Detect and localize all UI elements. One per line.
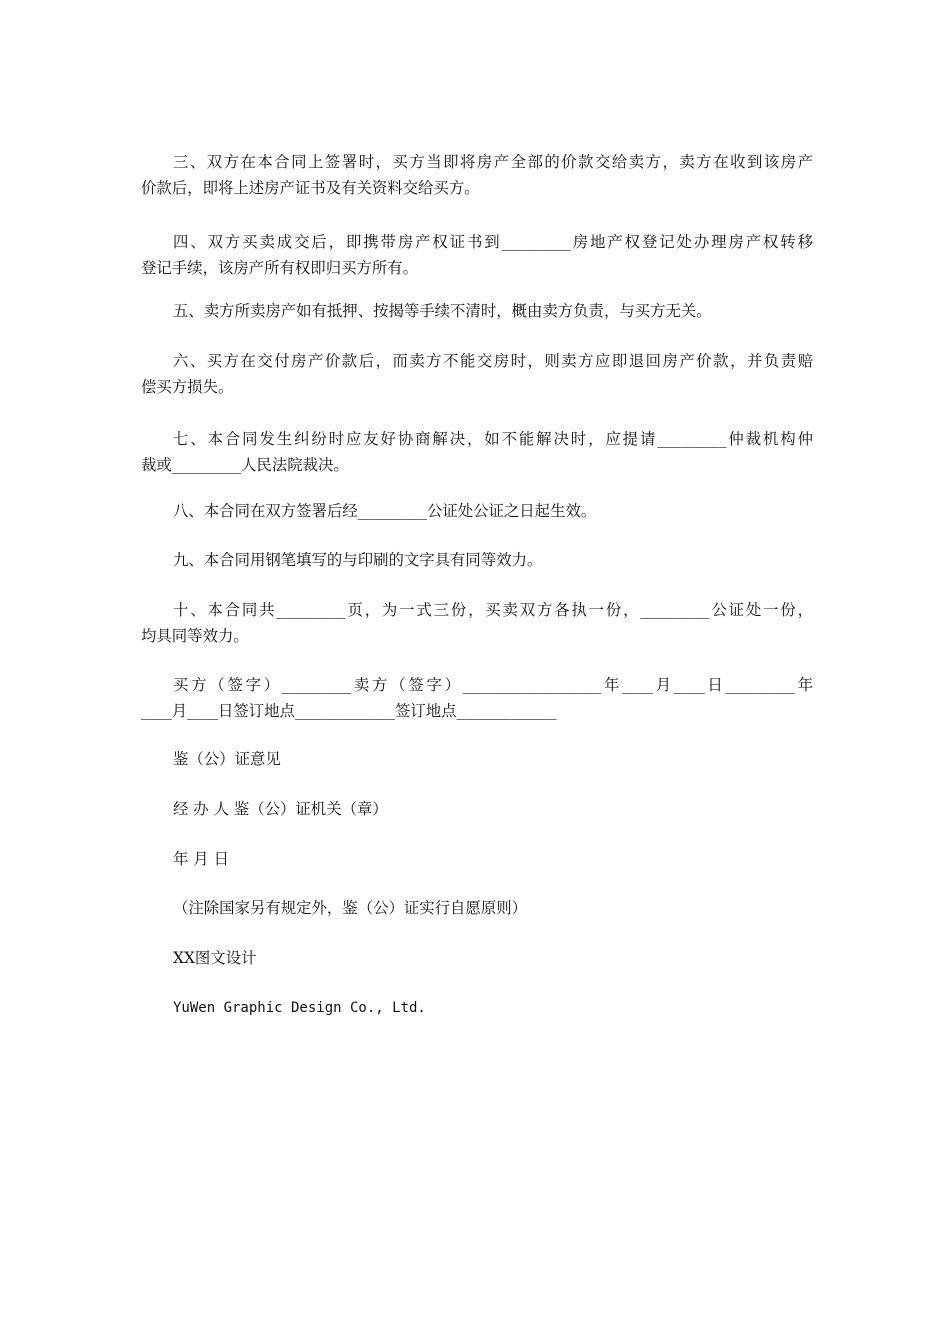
clause-3 — [141, 149, 813, 201]
note-line — [141, 895, 813, 921]
company-cn — [141, 945, 813, 971]
clause-8-line-1: 八、本合同在双方签署后经_________公证处公证之日起生效。 — [173, 502, 597, 520]
company-cn-text: XX图文设计 — [173, 949, 257, 967]
clause-9-line-1: 九、本合同用钢笔填写的与印刷的文字具有同等效力。 — [173, 551, 543, 569]
note-text: （注除国家另有规定外，鉴（公）证实行自愿原则） — [173, 899, 527, 917]
clause-8 — [141, 498, 813, 524]
clause-3-line-2: 价款后，即将上述房产证书及有关资料交给买方。 — [141, 179, 480, 197]
clause-10 — [141, 597, 813, 649]
company-en — [141, 995, 813, 1021]
clause-7-line-2: 裁或_________人民法院裁决。 — [141, 456, 349, 474]
clause-10-line-1: 十、本合同共_________页，为一式三份，买卖双方各执一份，_________公证处一份， — [173, 601, 813, 619]
clause-4 — [141, 229, 813, 281]
clause-3-line-1: 三、双方在本合同上签署时，买方当即将房产全部的价款交给卖方，卖方在收到该房产 — [173, 153, 813, 171]
clause-6 — [141, 348, 813, 400]
clause-5-line-1: 五、卖方所卖房产如有抵押、按揭等手续不清时，概由卖方负责，与买方无关。 — [173, 302, 712, 320]
clause-7 — [141, 426, 813, 478]
clause-5 — [141, 298, 813, 324]
date-line — [141, 846, 813, 872]
handler-line-text: 经 办 人 鉴（公）证机关（章） — [173, 800, 388, 818]
clause-10-line-2: 均具同等效力。 — [141, 627, 249, 645]
clause-4-line-1: 四、双方买卖成交后，即携带房产权证书到_________房地产权登记处办理房产权转移 — [173, 233, 813, 251]
clause-6-line-2: 偿买方损失。 — [141, 378, 234, 396]
signature-line-1: 买方（签字）_________卖方（签字）__________________年____月____日_________年 — [173, 676, 813, 694]
notary-opinion-text: 鉴（公）证意见 — [173, 750, 281, 768]
clause-9 — [141, 547, 813, 573]
clause-4-line-2: 登记手续，该房产所有权即归买方所有。 — [141, 259, 419, 277]
signature-line-2: ____月____日签订地点_____________签订地点_____________ — [141, 702, 557, 720]
company-en-text: YuWen Graphic Design Co., Ltd. — [173, 1000, 426, 1016]
clause-6-line-1: 六、买方在交付房产价款后，而卖方不能交房时，则卖方应即退回房产价款，并负责赔 — [173, 352, 813, 370]
clause-7-line-1: 七、本合同发生纠纷时应友好协商解决，如不能解决时，应提请_________仲裁机构仲 — [173, 430, 813, 448]
handler-line — [141, 796, 813, 822]
date-line-text: 年 月 日 — [173, 850, 229, 868]
notary-opinion — [141, 746, 813, 772]
signature-block — [141, 672, 813, 724]
